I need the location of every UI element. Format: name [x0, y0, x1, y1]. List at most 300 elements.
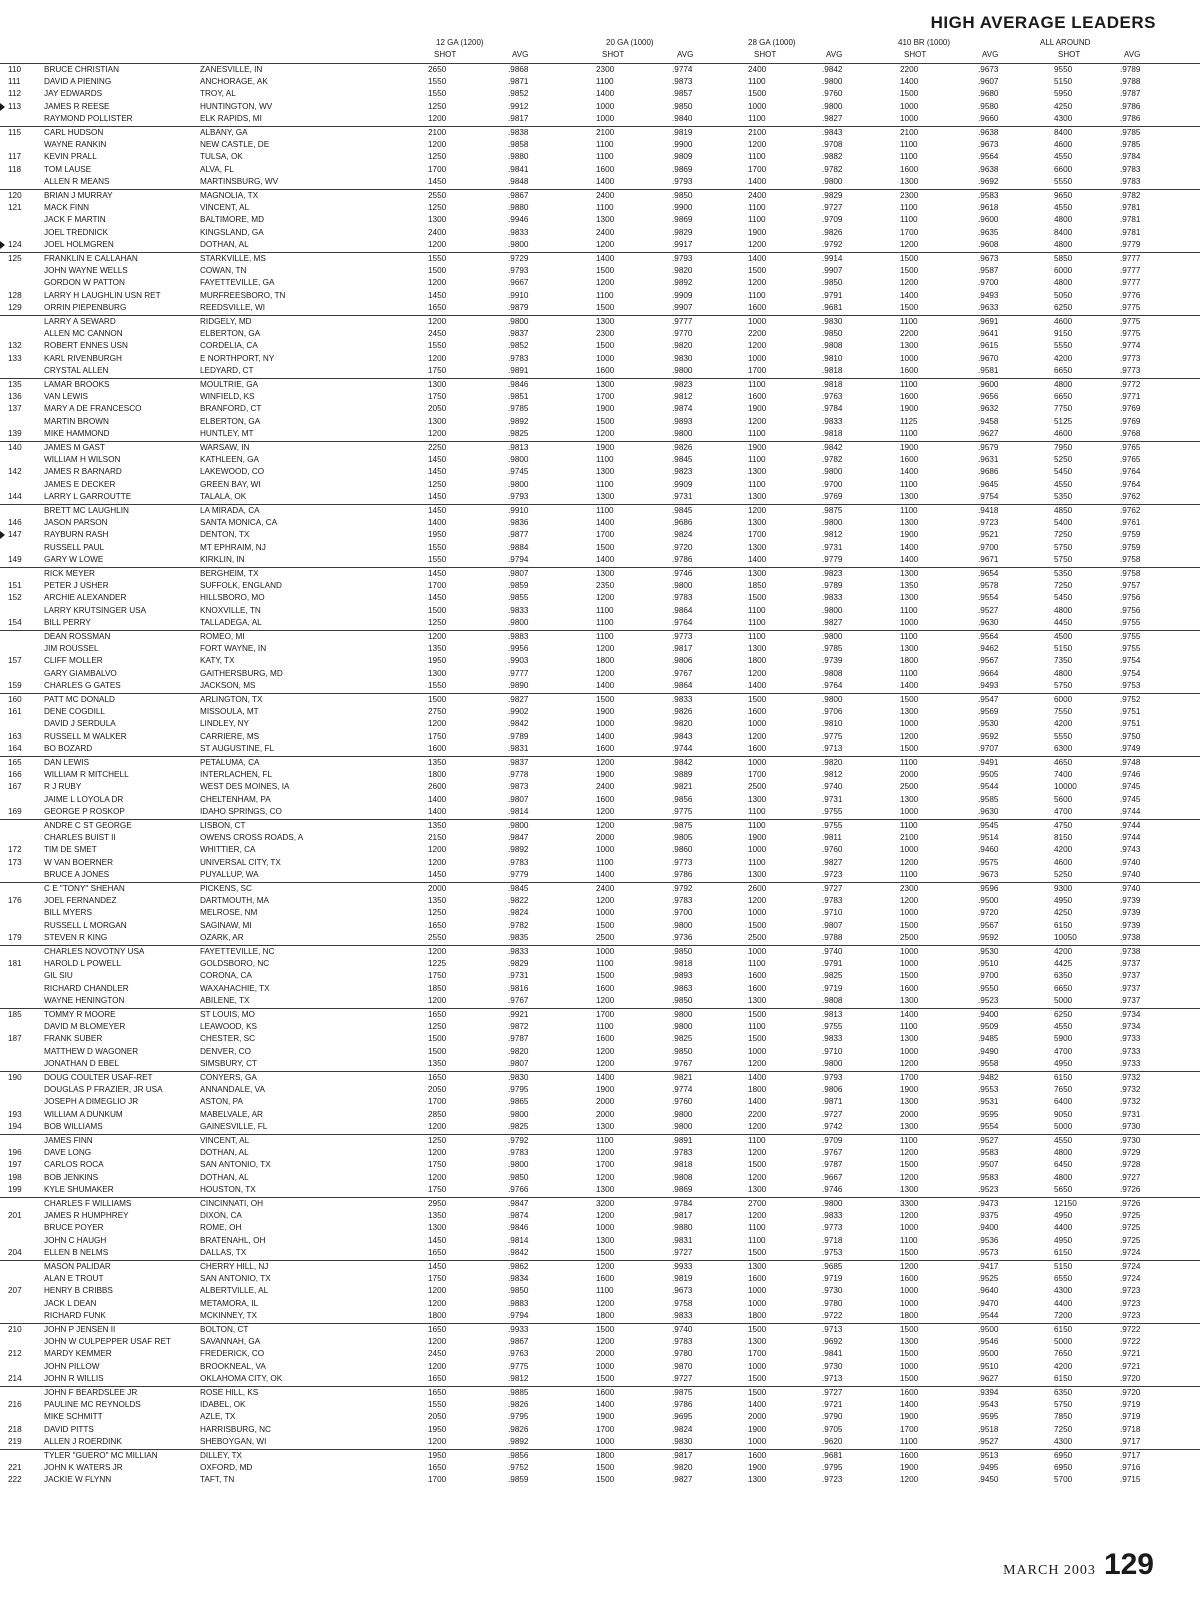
avg-all-around-cell: .9784	[1120, 152, 1141, 162]
shot-all-around-cell: 5750	[1054, 681, 1073, 691]
avg-20ga-cell: .9893	[672, 971, 693, 981]
shot-410br-cell: 1400	[900, 1399, 919, 1409]
avg-20ga-cell: .9850	[672, 101, 693, 111]
avg-12ga-cell: .9833	[508, 605, 529, 615]
avg-all-around-cell: .9785	[1120, 128, 1141, 137]
avg-20ga-cell: .9825	[672, 1034, 693, 1044]
table-row	[0, 869, 1200, 881]
shot-20ga-cell: 1900	[596, 769, 615, 779]
city-cell: DOTHAN, AL	[200, 1147, 249, 1157]
name-cell: JACKIE W FLYNN	[44, 1475, 112, 1485]
shot-20ga-cell: 1400	[596, 870, 615, 880]
avg-20ga-cell: .9727	[672, 1248, 693, 1258]
avg-410br-cell: .9554	[978, 593, 999, 603]
shot-20ga-cell: 1300	[596, 492, 615, 502]
avg-28ga-cell: .9812	[822, 530, 843, 540]
sub-header-avg-28ga: AVG	[826, 50, 843, 59]
avg-410br-cell: .9754	[978, 492, 999, 502]
city-cell: ST LOUIS, MO	[200, 1010, 255, 1019]
shot-all-around-cell: 5550	[1054, 731, 1073, 741]
city-cell: GAINESVILLE, FL	[200, 1122, 268, 1132]
avg-12ga-cell: .9783	[508, 1147, 529, 1157]
shot-28ga-cell: 2500	[748, 782, 767, 792]
shot-20ga-cell: 1200	[596, 429, 615, 439]
shot-20ga-cell: 1200	[596, 1210, 615, 1220]
avg-all-around-cell: .9725	[1120, 1223, 1141, 1233]
avg-28ga-cell: .9727	[822, 1388, 843, 1397]
city-cell: STARKVILLE, MS	[200, 254, 266, 263]
avg-all-around-cell: .9734	[1120, 1021, 1141, 1031]
avg-20ga-cell: .9700	[672, 908, 693, 918]
shot-20ga-cell: 1500	[596, 695, 615, 704]
shot-20ga-cell: 1600	[596, 983, 615, 993]
avg-28ga-cell: .9681	[822, 1451, 843, 1460]
shot-410br-cell: 1700	[900, 1424, 919, 1434]
avg-all-around-cell: .9718	[1120, 1424, 1141, 1434]
name-cell: BILL PERRY	[44, 618, 91, 628]
name-cell: GARY GIAMBALVO	[44, 668, 117, 678]
avg-12ga-cell: .9867	[508, 191, 529, 200]
avg-all-around-cell: .9724	[1120, 1262, 1141, 1271]
name-cell: RICK MEYER	[44, 569, 95, 578]
avg-410br-cell: .9510	[978, 1361, 999, 1371]
shot-12ga-cell: 1750	[428, 366, 447, 376]
shot-28ga-cell: 1100	[748, 114, 766, 124]
rank-cell: 212	[8, 1349, 22, 1359]
rank-cell: 121	[8, 202, 22, 212]
shot-20ga-cell: 1700	[596, 530, 615, 540]
shot-410br-cell: 1800	[900, 656, 919, 666]
avg-28ga-cell: .9914	[822, 254, 843, 263]
shot-28ga-cell: 1000	[748, 1361, 767, 1371]
avg-all-around-cell: .9769	[1120, 416, 1141, 426]
shot-20ga-cell: 1100	[596, 152, 614, 162]
name-cell: JOEL HOLMGREN	[44, 240, 114, 250]
shot-12ga-cell: 2050	[428, 1084, 447, 1094]
avg-12ga-cell: .9817	[508, 114, 529, 124]
city-cell: OWENS CROSS ROADS, A	[200, 832, 304, 842]
avg-12ga-cell: .9794	[508, 555, 529, 565]
shot-410br-cell: 1000	[900, 908, 919, 918]
shot-28ga-cell: 1100	[748, 215, 766, 225]
avg-20ga-cell: .9792	[672, 884, 693, 893]
name-cell: GEORGE P ROSKOP	[44, 807, 125, 817]
avg-12ga-cell: .9921	[508, 1010, 529, 1019]
avg-20ga-cell: .9673	[672, 1286, 693, 1296]
rank-cell: 111	[8, 76, 21, 86]
rank-cell: 218	[8, 1424, 22, 1434]
rank-cell: 110	[8, 65, 22, 74]
rank-cell: 166	[8, 769, 22, 779]
avg-28ga-cell: .9681	[822, 303, 843, 313]
avg-all-around-cell: .9749	[1120, 744, 1141, 754]
table-row	[0, 302, 1200, 314]
avg-20ga-cell: .9850	[672, 947, 693, 956]
shot-20ga-cell: 1600	[596, 1273, 615, 1283]
shot-28ga-cell: 1400	[748, 177, 767, 187]
avg-20ga-cell: .9770	[672, 328, 693, 338]
avg-28ga-cell: .9713	[822, 744, 843, 754]
shot-all-around-cell: 5600	[1054, 794, 1073, 804]
shot-410br-cell: 1600	[900, 1451, 919, 1460]
shot-20ga-cell: 1200	[596, 1298, 615, 1308]
rank-cell: 118	[8, 164, 22, 174]
shot-28ga-cell: 1000	[748, 845, 767, 855]
shot-20ga-cell: 2400	[596, 782, 615, 792]
avg-all-around-cell: .9750	[1120, 731, 1141, 741]
avg-all-around-cell: .9725	[1120, 1235, 1141, 1245]
avg-12ga-cell: .9831	[508, 744, 529, 754]
shot-410br-cell: 2500	[900, 933, 919, 943]
table-row	[0, 529, 1200, 541]
shot-28ga-cell: 1600	[748, 744, 767, 754]
shot-410br-cell: 1300	[900, 643, 919, 653]
name-cell: BOB WILLIAMS	[44, 1122, 103, 1132]
avg-all-around-cell: .9730	[1120, 1122, 1141, 1132]
name-cell: LARRY KRUTSINGER USA	[44, 605, 147, 615]
city-cell: MCKINNEY, TX	[200, 1311, 258, 1321]
table-row	[0, 1096, 1200, 1108]
shot-410br-cell: 1900	[900, 1462, 919, 1472]
avg-12ga-cell: .9779	[508, 870, 529, 880]
name-cell: RUSSELL M WALKER	[44, 731, 127, 741]
rank-cell: 173	[8, 857, 22, 867]
avg-28ga-cell: .9782	[822, 164, 843, 174]
avg-12ga-cell: .9835	[508, 933, 529, 943]
shot-20ga-cell: 1000	[596, 353, 615, 363]
city-cell: SHEBOYGAN, WI	[200, 1437, 267, 1447]
shot-28ga-cell: 1900	[748, 227, 767, 237]
avg-410br-cell: .9523	[978, 996, 999, 1006]
rank-cell: 140	[8, 443, 22, 452]
avg-12ga-cell: .9933	[508, 1325, 529, 1334]
avg-all-around-cell: .9771	[1120, 391, 1141, 401]
shot-12ga-cell: 1650	[428, 1325, 447, 1334]
shot-20ga-cell: 1000	[596, 114, 615, 124]
shot-12ga-cell: 1200	[428, 1437, 447, 1447]
rank-cell: 144	[8, 492, 22, 502]
avg-12ga-cell: .9837	[508, 328, 529, 338]
shot-28ga-cell: 1400	[748, 555, 767, 565]
table-row	[0, 1298, 1200, 1310]
city-cell: CONYERS, GA	[200, 1073, 257, 1082]
shot-all-around-cell: 4700	[1054, 807, 1073, 817]
avg-20ga-cell: .9843	[672, 731, 693, 741]
city-cell: DIXON, CA	[200, 1210, 242, 1220]
table-row	[0, 1109, 1200, 1121]
issue-date: MARCH 2003	[1003, 1563, 1096, 1578]
name-cell: ALAN E TROUT	[44, 1273, 104, 1283]
shot-all-around-cell: 4800	[1054, 668, 1073, 678]
avg-410br-cell: .9470	[978, 1298, 999, 1308]
name-cell: TIM DE SMET	[44, 845, 97, 855]
shot-28ga-cell: 1200	[748, 895, 767, 905]
table-row	[0, 706, 1200, 718]
shot-410br-cell: 1200	[900, 857, 919, 867]
name-cell: RAYBURN RASH	[44, 530, 109, 540]
avg-28ga-cell: .9807	[822, 920, 843, 930]
avg-all-around-cell: .9720	[1120, 1388, 1141, 1397]
rank-cell: 219	[8, 1437, 22, 1447]
shot-20ga-cell: 1200	[596, 1147, 615, 1157]
city-cell: SAN ANTONIO, TX	[200, 1273, 271, 1283]
name-cell: JOSEPH A DIMEGLIO JR	[44, 1097, 139, 1107]
avg-all-around-cell: .9762	[1120, 506, 1141, 515]
avg-12ga-cell: .9783	[508, 857, 529, 867]
table-row	[0, 353, 1200, 365]
avg-20ga-cell: .9740	[672, 1325, 693, 1334]
shot-410br-cell: 1200	[900, 1210, 919, 1220]
city-cell: MURFREESBORO, TN	[200, 290, 286, 300]
name-cell: C E "TONY" SHEHAN	[44, 884, 125, 893]
avg-20ga-cell: .9773	[672, 632, 693, 641]
avg-20ga-cell: .9760	[672, 1097, 693, 1107]
avg-28ga-cell: .9753	[822, 1248, 843, 1258]
shot-20ga-cell: 1300	[596, 317, 615, 326]
avg-all-around-cell: .9721	[1120, 1349, 1141, 1359]
avg-410br-cell: .9579	[978, 443, 999, 452]
shot-all-around-cell: 5150	[1054, 76, 1073, 86]
city-cell: LEDYARD, CT	[200, 366, 254, 376]
avg-12ga-cell: .9807	[508, 569, 529, 578]
shot-12ga-cell: 1200	[428, 632, 447, 641]
shot-410br-cell: 1350	[900, 580, 919, 590]
city-cell: SUFFOLK, ENGLAND	[200, 580, 282, 590]
name-cell: GIL SIU	[44, 971, 73, 981]
shot-all-around-cell: 5350	[1054, 569, 1073, 578]
name-cell: TYLER "GUERO" MC MILLIAN	[44, 1451, 158, 1460]
shot-28ga-cell: 1200	[748, 1147, 767, 1157]
shot-20ga-cell: 2300	[596, 65, 615, 74]
avg-20ga-cell: .9800	[672, 920, 693, 930]
table-row	[0, 1247, 1200, 1259]
shot-12ga-cell: 1650	[428, 1073, 447, 1082]
city-cell: HOUSTON, TX	[200, 1185, 256, 1195]
shot-28ga-cell: 1200	[748, 240, 767, 250]
shot-20ga-cell: 1700	[596, 391, 615, 401]
avg-all-around-cell: .9761	[1120, 517, 1141, 527]
shot-all-around-cell: 4550	[1054, 1021, 1073, 1031]
row-marker-icon	[0, 103, 5, 111]
name-cell: FRANK SUBER	[44, 1034, 103, 1044]
name-cell: KYLE SHUMAKER	[44, 1185, 114, 1195]
shot-all-around-cell: 4300	[1054, 114, 1073, 124]
shot-410br-cell: 1400	[900, 555, 919, 565]
avg-12ga-cell: .9883	[508, 632, 529, 641]
avg-all-around-cell: .9786	[1120, 101, 1141, 111]
avg-20ga-cell: .9817	[672, 643, 693, 653]
rank-cell: 132	[8, 341, 22, 351]
avg-all-around-cell: .9732	[1120, 1084, 1141, 1094]
avg-410br-cell: .9493	[978, 290, 999, 300]
avg-20ga-cell: .9850	[672, 191, 693, 200]
city-cell: IDAHO SPRINGS, CO	[200, 807, 282, 817]
avg-28ga-cell: .9731	[822, 794, 843, 804]
avg-28ga-cell: .9667	[822, 1172, 843, 1182]
shot-all-around-cell: 4250	[1054, 908, 1073, 918]
shot-all-around-cell: 6450	[1054, 1160, 1073, 1170]
shot-12ga-cell: 1400	[428, 807, 447, 817]
avg-28ga-cell: .9787	[822, 1160, 843, 1170]
shot-all-around-cell: 4800	[1054, 278, 1073, 288]
name-cell: STEVEN R KING	[44, 933, 108, 943]
shot-410br-cell: 1100	[900, 317, 918, 326]
shot-all-around-cell: 5400	[1054, 517, 1073, 527]
avg-410br-cell: .9592	[978, 933, 999, 943]
shot-20ga-cell: 1800	[596, 656, 615, 666]
table-row	[0, 1197, 1200, 1210]
avg-20ga-cell: .9850	[672, 996, 693, 1006]
city-cell: LA MIRADA, CA	[200, 506, 260, 515]
shot-12ga-cell: 1200	[428, 947, 447, 956]
avg-20ga-cell: .9900	[672, 139, 693, 149]
shot-all-around-cell: 6250	[1054, 1010, 1073, 1019]
shot-20ga-cell: 1500	[596, 1475, 615, 1485]
name-cell: JAMES FINN	[44, 1136, 93, 1145]
avg-28ga-cell: .9827	[822, 114, 843, 124]
shot-all-around-cell: 7250	[1054, 580, 1073, 590]
city-cell: GOLDSBORO, NC	[200, 958, 270, 968]
avg-12ga-cell: .9830	[508, 1073, 529, 1082]
avg-28ga-cell: .9800	[822, 632, 843, 641]
sub-header-avg-12ga: AVG	[512, 50, 529, 59]
name-cell: LARRY H LAUGHLIN USN RET	[44, 290, 161, 300]
shot-410br-cell: 1300	[900, 341, 919, 351]
shot-12ga-cell: 1300	[428, 380, 447, 389]
name-cell: DAVE LONG	[44, 1147, 92, 1157]
shot-12ga-cell: 1400	[428, 794, 447, 804]
name-cell: R J RUBY	[44, 782, 82, 792]
shot-20ga-cell: 1700	[596, 1160, 615, 1170]
avg-410br-cell: .9595	[978, 1109, 999, 1119]
avg-28ga-cell: .9764	[822, 681, 843, 691]
table-row	[0, 1348, 1200, 1360]
shot-20ga-cell: 1500	[596, 416, 615, 426]
shot-28ga-cell: 1900	[748, 443, 767, 452]
avg-all-around-cell: .9781	[1120, 202, 1141, 212]
avg-20ga-cell: .9720	[672, 542, 693, 552]
avg-all-around-cell: .9753	[1120, 681, 1141, 691]
shot-all-around-cell: 4750	[1054, 821, 1073, 830]
avg-20ga-cell: .9857	[672, 89, 693, 99]
shot-all-around-cell: 5000	[1054, 996, 1073, 1006]
shot-410br-cell: 1000	[900, 845, 919, 855]
table-row	[0, 164, 1200, 176]
avg-410br-cell: .9632	[978, 404, 999, 414]
shot-20ga-cell: 1100	[596, 857, 614, 867]
avg-28ga-cell: .9871	[822, 1097, 843, 1107]
avg-12ga-cell: .9807	[508, 1059, 529, 1069]
shot-28ga-cell: 1100	[748, 290, 766, 300]
avg-410br-cell: .9673	[978, 139, 999, 149]
shot-410br-cell: 2000	[900, 769, 919, 779]
shot-20ga-cell: 1300	[596, 569, 615, 578]
avg-28ga-cell: .9767	[822, 1147, 843, 1157]
shot-20ga-cell: 2000	[596, 832, 615, 842]
name-cell: DAN LEWIS	[44, 758, 90, 767]
avg-all-around-cell: .9717	[1120, 1451, 1141, 1460]
avg-20ga-cell: .9775	[672, 807, 693, 817]
shot-410br-cell: 1400	[900, 76, 919, 86]
table-row	[0, 756, 1200, 769]
shot-28ga-cell: 1300	[748, 569, 767, 578]
name-cell: ALLEN J ROERDINK	[44, 1437, 122, 1447]
shot-20ga-cell: 1400	[596, 254, 615, 263]
name-cell: MIKE SCHMITT	[44, 1412, 103, 1422]
avg-410br-cell: .9462	[978, 643, 999, 653]
table-row	[0, 1222, 1200, 1234]
avg-20ga-cell: .9829	[672, 227, 693, 237]
shot-12ga-cell: 1950	[428, 1451, 447, 1460]
rank-cell: 176	[8, 895, 22, 905]
avg-12ga-cell: .9812	[508, 1374, 529, 1384]
avg-12ga-cell: .9838	[508, 128, 529, 137]
shot-410br-cell: 1400	[900, 290, 919, 300]
shot-12ga-cell: 1250	[428, 618, 447, 628]
shot-20ga-cell: 1200	[596, 1172, 615, 1182]
shot-410br-cell: 1300	[900, 1122, 919, 1132]
rank-cell: 198	[8, 1172, 22, 1182]
avg-28ga-cell: .9808	[822, 996, 843, 1006]
avg-all-around-cell: .9745	[1120, 794, 1141, 804]
name-cell: JASON PARSON	[44, 517, 108, 527]
shot-all-around-cell: 4700	[1054, 1046, 1073, 1056]
name-cell: DAVID J SERDULA	[44, 719, 116, 729]
avg-20ga-cell: .9746	[672, 569, 693, 578]
avg-12ga-cell: .9891	[508, 366, 529, 376]
shot-all-around-cell: 4800	[1054, 380, 1073, 389]
table-row	[0, 1361, 1200, 1373]
avg-20ga-cell: .9767	[672, 668, 693, 678]
avg-410br-cell: .9513	[978, 1451, 999, 1460]
city-cell: CARRIERE, MS	[200, 731, 260, 741]
shot-12ga-cell: 1750	[428, 971, 447, 981]
rank-cell: 159	[8, 681, 22, 691]
name-cell: ELLEN B NELMS	[44, 1248, 109, 1258]
avg-28ga-cell: .9713	[822, 1325, 843, 1334]
avg-20ga-cell: .9777	[672, 317, 693, 326]
rank-cell: 185	[8, 1010, 22, 1019]
avg-12ga-cell: .9910	[508, 290, 529, 300]
avg-12ga-cell: .9850	[508, 1286, 529, 1296]
avg-all-around-cell: .9739	[1120, 895, 1141, 905]
shot-410br-cell: 1900	[900, 443, 919, 452]
avg-12ga-cell: .9868	[508, 65, 529, 74]
avg-20ga-cell: .9806	[672, 656, 693, 666]
avg-410br-cell: .9573	[978, 1248, 999, 1258]
shot-410br-cell: 1500	[900, 695, 919, 704]
table-row	[0, 416, 1200, 428]
shot-12ga-cell: 2600	[428, 782, 447, 792]
shot-all-around-cell: 5850	[1054, 254, 1073, 263]
name-cell: RUSSELL L MORGAN	[44, 920, 127, 930]
table-row	[0, 668, 1200, 680]
avg-all-around-cell: .9737	[1120, 996, 1141, 1006]
table-row	[0, 340, 1200, 352]
avg-410br-cell: .9673	[978, 870, 999, 880]
rank-cell: 169	[8, 807, 22, 817]
shot-20ga-cell: 1500	[596, 265, 615, 275]
shot-20ga-cell: 1900	[596, 443, 615, 452]
shot-12ga-cell: 1450	[428, 492, 447, 502]
city-cell: ROME, OH	[200, 1223, 242, 1233]
city-cell: COWAN, TN	[200, 265, 247, 275]
name-cell: CHARLES G GATES	[44, 681, 121, 691]
shot-all-around-cell: 4550	[1054, 202, 1073, 212]
shot-all-around-cell: 4600	[1054, 429, 1073, 439]
shot-28ga-cell: 1800	[748, 1311, 767, 1321]
shot-all-around-cell: 7850	[1054, 1412, 1073, 1422]
